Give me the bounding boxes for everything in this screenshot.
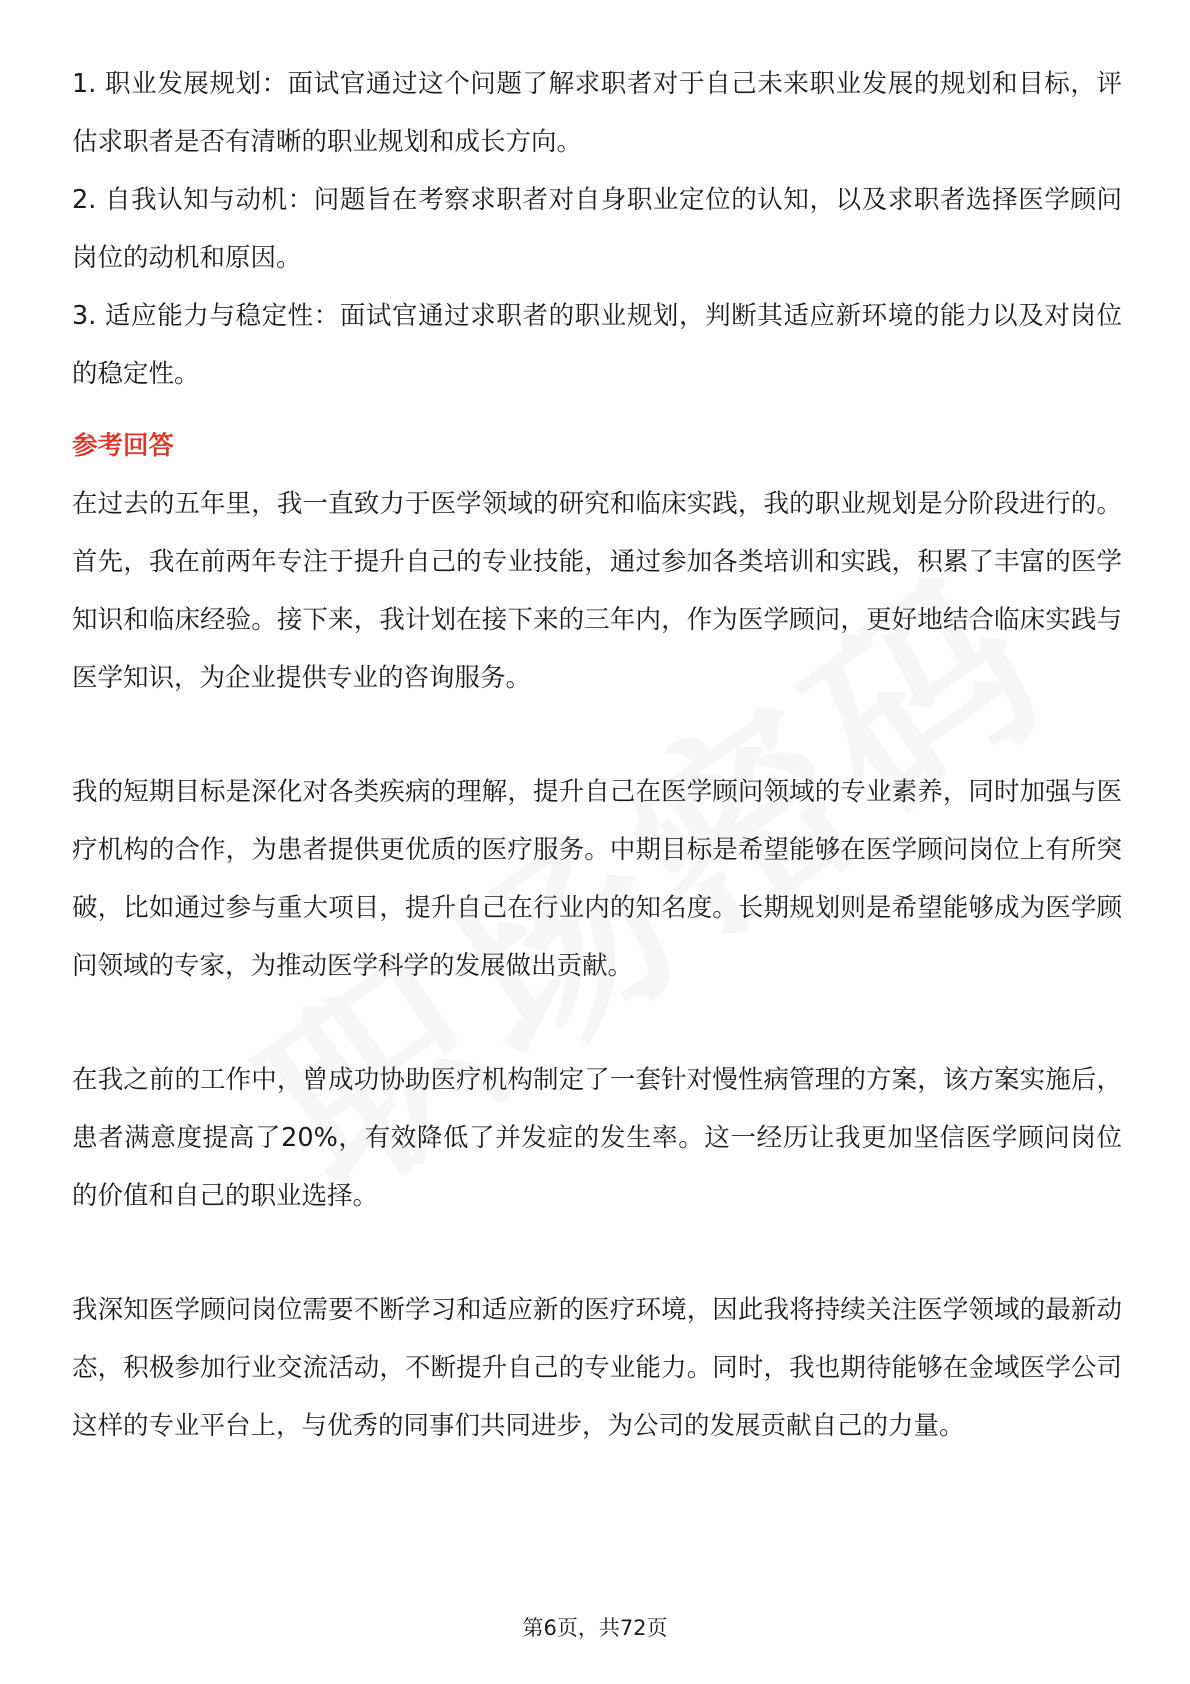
document-body	[72, 55, 1122, 1455]
answer-paragraph-3: 在我之前的工作中，曾成功协助医疗机构制定了一套针对慢性病管理的方案，该方案实施后，患者满意度提高了20%，有效降低了并发症的发生率。这一经历让我更加坚信医学顾问岗位的价值和自己的职业选择。	[72, 1065, 1122, 1211]
answer-paragraph-1: 在过去的五年里，我一直致力于医学领域的研究和临床实践，我的职业规划是分阶段进行的。首先，我在前两年专注于提升自己的专业技能，通过参加各类培训和实践，积累了丰富的医学知识和临床经验。接下来，我计划在接下来的三年内，作为医学顾问，更好地结合临床实践与医学知识，为企业提供专业的咨询服务。	[72, 489, 1122, 693]
answer-paragraph-2: 我的短期目标是深化对各类疾病的理解，提升自己在医学顾问领域的专业素养，同时加强与医疗机构的合作，为患者提供更优质的医疗服务。中期目标是希望能够在医学顾问岗位上有所突破，比如通过参与重大项目，提升自己在行业内的知名度。长期规划则是希望能够成为医学顾问领域的专家，为推动医学科学的发展做出贡献。	[72, 777, 1122, 981]
answer-paragraph-4: 我深知医学顾问岗位需要不断学习和适应新的医疗环境，因此我将持续关注医学领域的最新动态，积极参加行业交流活动，不断提升自己的专业能力。同时，我也期待能够在金域医学公司这样的专业平台上，与优秀的同事们共同进步，为公司的发展贡献自己的力量。	[72, 1295, 1122, 1441]
page-number: 第6页，共72页	[522, 1616, 668, 1640]
point-2: 2. 自我认知与动机：问题旨在考察求职者对自身职业定位的认知，以及求职者选择医学顾问岗位的动机和原因。	[72, 185, 1122, 273]
point-3: 3. 适应能力与稳定性：面试官通过求职者的职业规划，判断其适应新环境的能力以及对岗位的稳定性。	[72, 301, 1122, 389]
point-1: 1. 职业发展规划：面试官通过这个问题了解求职者对于自己未来职业发展的规划和目标，评估求职者是否有清晰的职业规划和成长方向。	[72, 69, 1122, 157]
answer-heading: 参考回答	[72, 431, 175, 461]
